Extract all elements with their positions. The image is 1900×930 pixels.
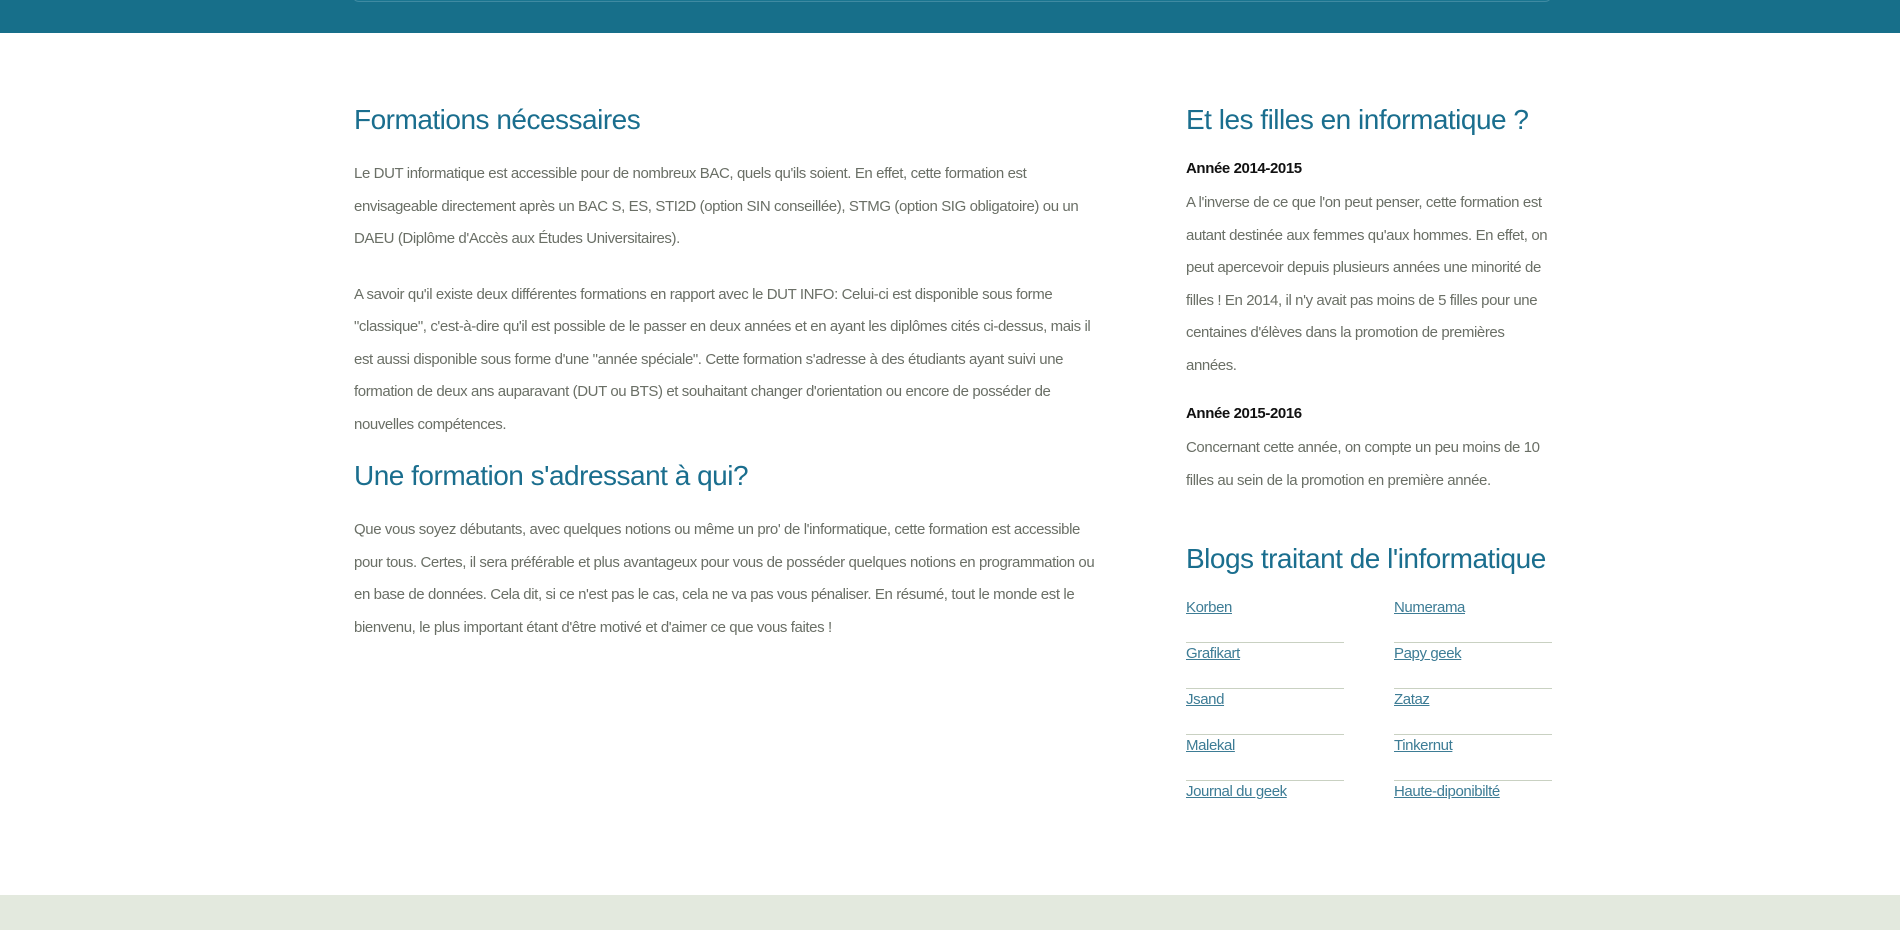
- blog-link-jsand[interactable]: Jsand: [1186, 691, 1225, 708]
- paragraph-formations-bac: Le DUT informatique est accessible pour de nombreux BAC, quels qu'ils soient. En effet, cette formation est envisageable directement après un BAC S, ES, STI2D (option SIN conseillée), STMG (option SIG obligatoire) ou un DAEU (Diplôme d'Accès aux Études Universitaires).: [354, 165, 1079, 247]
- blog-link-papy-geek[interactable]: Papy geek: [1394, 645, 1462, 662]
- blog-cell: [1186, 735, 1344, 781]
- blog-link-malekal[interactable]: Malekal: [1186, 737, 1235, 754]
- blog-cell: [1394, 643, 1552, 689]
- blog-cell: [1186, 597, 1344, 643]
- year-text: A l'inverse de ce que l'on peut penser, cette formation est autant destinée aux femmes qu'aux hommes. En effet, on peut apercevoir depuis plusieurs années une minorité de filles ! En 2014, il n'y avait pas moins de 5 filles pour une centaines d'élèves dans la promotion de premières années.: [1186, 194, 1548, 374]
- blog-cell: [1394, 689, 1552, 735]
- blog-link-tinkernut[interactable]: Tinkernut: [1394, 737, 1453, 754]
- paragraph-audience: Que vous soyez débutants, avec quelques notions ou même un pro' de l'informatique, cette formation est accessible pour tous. Certes, il sera préférable et plus avantageux pour vous de posséder quelques notions en programmation ou en base de données. Cela dit, si ce n'est pas le cas, cela ne va pas vous pénaliser. En résumé, tout le monde est le bienvenu, le plus important étant d'être motivé et d'aimer ce que vous faites !: [354, 521, 1095, 636]
- year-label: Année 2015-2016: [1186, 405, 1302, 422]
- section-title-audience: Une formation s'adressant à qui?: [354, 460, 749, 491]
- footer-bar: [0, 895, 1900, 930]
- year-label: Année 2014-2015: [1186, 160, 1302, 177]
- blog-link-journal-du-geek[interactable]: Journal du geek: [1186, 783, 1287, 800]
- blog-link-korben[interactable]: Korben: [1186, 599, 1232, 616]
- year-block-2015: [1186, 404, 1556, 497]
- section-title-formations: Formations nécessaires: [354, 104, 641, 135]
- section-title-blogs: Blogs traitant de l'informatique: [1186, 543, 1546, 574]
- blog-cell: [1186, 689, 1344, 735]
- header-search-field[interactable]: [352, 0, 1552, 2]
- blog-link-haute-disponibilite[interactable]: Haute-diponibilté: [1394, 783, 1500, 800]
- top-header-bar: [0, 0, 1900, 33]
- main-content-column: [354, 100, 1108, 644]
- paragraph-formations-types: A savoir qu'il existe deux différentes formations en rapport avec le DUT INFO: Celui-ci est disponible sous forme "classique", c'est-à-dire qu'il est possible de le passer en deux années et en ayant les diplômes cités ci-dessus, mais il est aussi disponible sous forme d'une "année spéciale". Cette formation s'adresse à des étudiants ayant suivi une formation de deux ans auparavant (DUT ou BTS) et souhaitant changer d'orientation ou encore de posséder de nouvelles compétences.: [354, 285, 1091, 433]
- section-title-girls: Et les filles en informatique ?: [1186, 104, 1529, 135]
- year-text: Concernant cette année, on compte un peu moins de 10 filles au sein de la promotion en première année.: [1186, 439, 1540, 489]
- blog-cell: [1186, 781, 1344, 827]
- blog-cell: [1394, 597, 1552, 643]
- year-block-2014: [1186, 159, 1556, 382]
- blog-cell: [1394, 781, 1552, 827]
- blog-cell: [1394, 735, 1552, 781]
- blog-links-grid: [1186, 597, 1556, 827]
- sidebar-column: [1186, 100, 1556, 827]
- blog-link-numerama[interactable]: Numerama: [1394, 599, 1465, 616]
- blog-link-grafikart[interactable]: Grafikart: [1186, 645, 1240, 662]
- blog-link-zataz[interactable]: Zataz: [1394, 691, 1430, 708]
- blog-cell: [1186, 643, 1344, 689]
